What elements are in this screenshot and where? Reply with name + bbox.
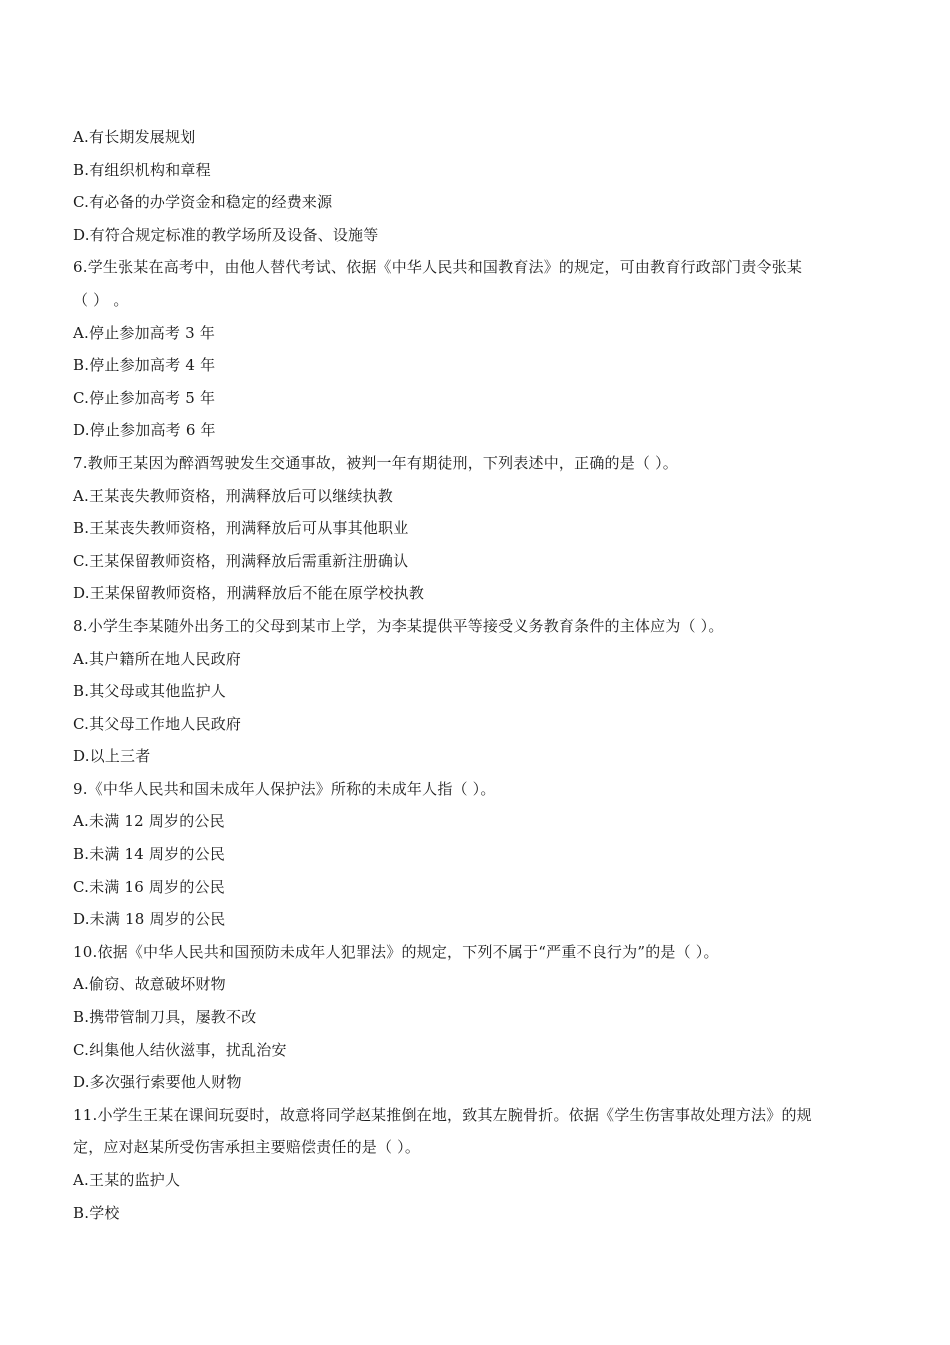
document-body (73, 121, 883, 1229)
q8-option-d: D.以上三者 (73, 747, 151, 766)
q7-question: 7.教师王某因为醉酒驾驶发生交通事故，被判一年有期徒刑，下列表述中，正确的是（ ）。 (73, 453, 678, 472)
q8-option-a: A.其户籍所在地人民政府 (73, 649, 242, 668)
q9-option-d: D.未满 18 周岁的公民 (73, 910, 226, 929)
q8-question: 8.小学生李某随外出务工的父母到某市上学，为李某提供平等接受义务教育条件的主体应为（ ）。 (73, 616, 724, 635)
q5-option-c: C.有必备的办学资金和稳定的经费来源 (73, 193, 333, 212)
q6-option-c: C.停止参加高考 5 年 (73, 388, 216, 407)
q5-option-d: D.有符合规定标准的教学场所及设备、设施等 (73, 225, 379, 244)
q11-option-a: A.王某的监护人 (73, 1171, 181, 1189)
q9-option-c: C.未满 16 周岁的公民 (73, 877, 225, 896)
q7-option-d: D.王某保留教师资格，刑满释放后不能在原学校执教 (73, 584, 425, 603)
q8-option-b: B.其父母或其他监护人 (73, 682, 226, 701)
q7-option-a: A.王某丧失教师资格，刑满释放后可以继续执教 (73, 486, 394, 505)
q6-option-b: B.停止参加高考 4 年 (73, 356, 216, 375)
q7-option-b: B.王某丧失教师资格，刑满释放后可从事其他职业 (73, 519, 409, 538)
q5-option-a: A.有长期发展规划 (73, 128, 196, 146)
q10-option-a: A.偷窃、故意破坏财物 (73, 975, 226, 994)
q11-question-line-2: 定，应对赵某所受伤害承担主要赔偿责任的是（ ）。 (73, 1138, 421, 1157)
q10-option-b: B.携带管制刀具，屡教不改 (73, 1008, 257, 1027)
q6-question-line-2: （ ） 。 (73, 290, 129, 309)
q8-option-c: C.其父母工作地人民政府 (73, 714, 242, 733)
q11-option-b: B.学校 (73, 1203, 120, 1222)
q6-option-a: A.停止参加高考 3 年 (73, 323, 216, 342)
q5-option-b: B.有组织机构和章程 (73, 160, 211, 179)
q7-option-c: C.王某保留教师资格，刑满释放后需重新注册确认 (73, 551, 409, 570)
q9-option-a: A.未满 12 周岁的公民 (73, 812, 225, 831)
q10-option-c: C.纠集他人结伙滋事，扰乱治安 (73, 1040, 287, 1059)
q9-option-b: B.未满 14 周岁的公民 (73, 845, 226, 864)
q6-option-d: D.停止参加高考 6 年 (73, 421, 216, 440)
q10-question: 10.依据《中华人民共和国预防未成年人犯罪法》的规定，下列不属于“严重不良行为”的是（ ）。 (73, 942, 719, 961)
q6-question-line-1: 6.学生张某在高考中，由他人替代考试、依据《中华人民共和国教育法》的规定，可由教育行政部门责令张某 (73, 258, 803, 277)
q11-question-line-1: 11.小学生王某在课间玩耍时，故意将同学赵某推倒在地，致其左腕骨折。依据《学生伤害事故处理方法》的规 (73, 1105, 812, 1124)
q10-option-d: D.多次强行索要他人财物 (73, 1073, 242, 1092)
q9-question: 9.《中华人民共和国未成年人保护法》所称的未成年人指（ ）。 (73, 779, 496, 798)
